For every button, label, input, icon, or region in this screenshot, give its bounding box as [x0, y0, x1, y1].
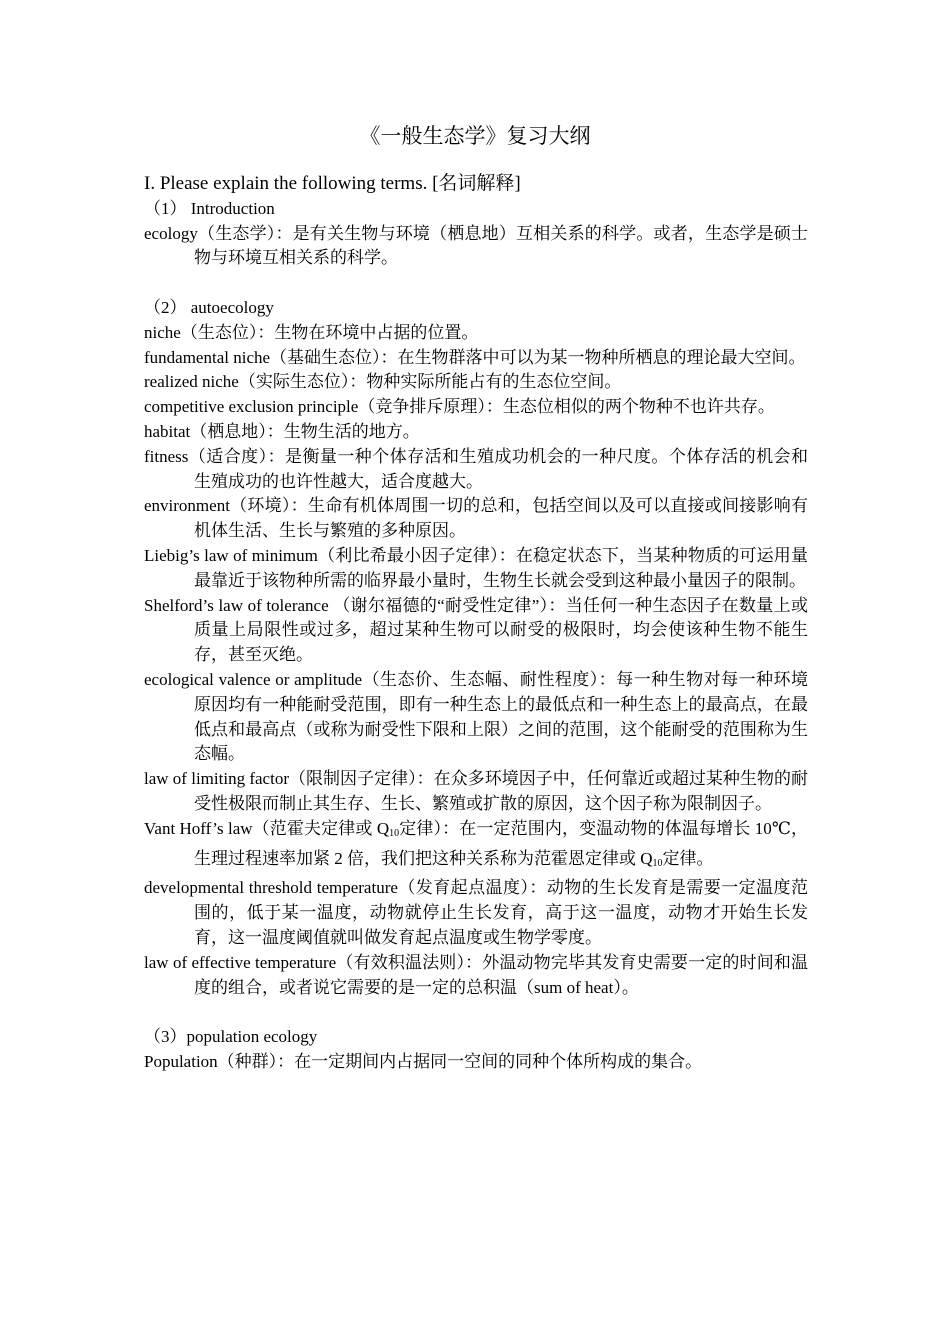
term-law-of-effective-temperature: [144, 951, 808, 1001]
document-title: 《一般生态学》复习大纲: [359, 124, 591, 148]
term-population: [144, 1050, 808, 1075]
term-competitive-exclusion-principle: [144, 395, 808, 420]
term-name: developmental threshold temperature: [144, 878, 398, 898]
term-definition: （生态价、生态幅、耐性程度）：每一种生物对每一种环境原因均有一种能耐受范围，即有一种生态上的最低点和一种生态上的最高点，在最低点和最高点（或称为耐受性下限和上限）之间的范围，这个能耐受的范围称为生态幅。: [194, 669, 809, 764]
term-name: competitive exclusion principle: [144, 397, 359, 417]
term-definition-part-c: 定律。: [662, 848, 714, 868]
subsection-heading-introduction: （1） Introduction: [144, 198, 275, 218]
term-fundamental-niche: [144, 346, 808, 371]
term-definition: （生态位）：生物在环境中占据的位置。: [180, 322, 479, 342]
section-heading: I. Please explain the following terms. [名词解释]: [144, 173, 521, 194]
term-name: Liebig’s law of minimum: [144, 545, 318, 565]
spacer: [144, 1000, 808, 1025]
subsection-heading-population-ecology: （3）population ecology: [144, 1027, 318, 1047]
term-name: fundamental niche: [144, 347, 271, 367]
term-definition: （适合度）：是衡量一种个体存活和生殖成功机会的一种尺度。个体存活的机会和生殖成功的也许性越大，适合度越大。: [188, 446, 808, 491]
term-habitat: [144, 420, 808, 445]
term-name: Shelford’s law of tolerance: [144, 595, 329, 615]
term-environment: [144, 494, 808, 544]
term-name: Population: [144, 1051, 218, 1071]
term-definition: （谢尔福德的“耐受性定律”）：当任何一种生态因子在数量上或质量上局限性或过多，超过某种生物可以耐受的极限时，均会使该种生物不能生存，甚至灭绝。: [194, 595, 808, 665]
term-realized-niche: [144, 370, 808, 395]
subsection-heading-autoecology: （2） autoecology: [144, 297, 274, 317]
term-definition: （发育起点温度）：动物的生长发育是需要一定温度范围的，低于某一温度，动物就停止生长发育，高于这一温度，动物才开始生长发育，这一温度阈值就叫做发育起点温度或生物学零度。: [194, 878, 808, 947]
term-name: environment: [144, 496, 230, 516]
term-definition: （利比希最小因子定律）：在稳定状态下，当某种物质的可运用量最靠近于该物种所需的临界最小量时，生物生长就会受到这种最小量因子的限制。: [194, 545, 808, 590]
term-definition: （有效积温法则）：外温动物完毕其发育史需要一定的时间和温度的组合，或者说它需要的是一定的总积温（sum of heat）。: [194, 952, 808, 997]
spacer: [144, 271, 808, 296]
term-name: fitness: [144, 446, 189, 466]
term-law-of-limiting-factor: [144, 767, 808, 817]
term-definition-part-b: 定律）：在一定范围内，变温动物的体温每增长 10℃，生理过程速率加紧 2 倍，我们把这种关系称为范霍恩定律或 Q: [194, 818, 808, 868]
term-name: ecology: [144, 223, 198, 243]
term-definition: （竞争排斥原理）：生态位相似的两个物种不也许共存。: [358, 397, 775, 417]
document-body: [144, 172, 808, 1075]
term-definition: （实际生态位）：物种实际所能占有的生态位空间。: [238, 372, 622, 392]
term-name: law of limiting factor: [144, 769, 289, 789]
term-definition: （栖息地）：生物生活的地方。: [190, 421, 420, 441]
term-ecological-valence: [144, 668, 808, 767]
term-liebig-law-of-minimum: [144, 544, 808, 594]
term-definition: （限制因子定律）：在众多环境因子中，任何靠近或超过某种生物的耐受性极限而制止其生存、生长、繁殖或扩散的原因，这个因子称为限制因子。: [194, 769, 808, 813]
subscript-10: 10: [389, 827, 400, 839]
term-name: realized niche: [144, 372, 239, 392]
term-name: law of effective temperature: [144, 952, 337, 972]
term-developmental-threshold-temperature: [144, 876, 808, 950]
term-name: Vant Hoff’s law: [144, 818, 253, 838]
term-definition: （环境）：生命有机体周围一切的总和，包括空间以及可以直接或间接影响有机体生活、生长与繁殖的多种原因。: [194, 496, 808, 541]
term-definition-part-a: （范霍夫定律或 Q: [252, 818, 390, 838]
term-name: ecological valence or amplitude: [144, 669, 363, 689]
term-name: niche: [144, 322, 181, 342]
term-name: habitat: [144, 421, 191, 441]
term-niche: [144, 321, 808, 346]
term-vant-hoff-law: [144, 817, 808, 877]
term-ecology: [144, 222, 808, 272]
term-fitness: [144, 445, 808, 495]
term-definition: （种群）：在一定期间内占据同一空间的同种个体所构成的集合。: [217, 1051, 703, 1071]
subscript-10: 10: [652, 857, 663, 869]
term-shelford-law-of-tolerance: [144, 594, 808, 668]
term-definition: （生态学）：是有关生物与环境（栖息地）互相关系的科学。或者，生态学是硕士物与环境互相关系的科学。: [194, 223, 808, 268]
term-definition: （基础生态位）：在生物群落中可以为某一物种所栖息的理论最大空间。: [270, 347, 806, 367]
